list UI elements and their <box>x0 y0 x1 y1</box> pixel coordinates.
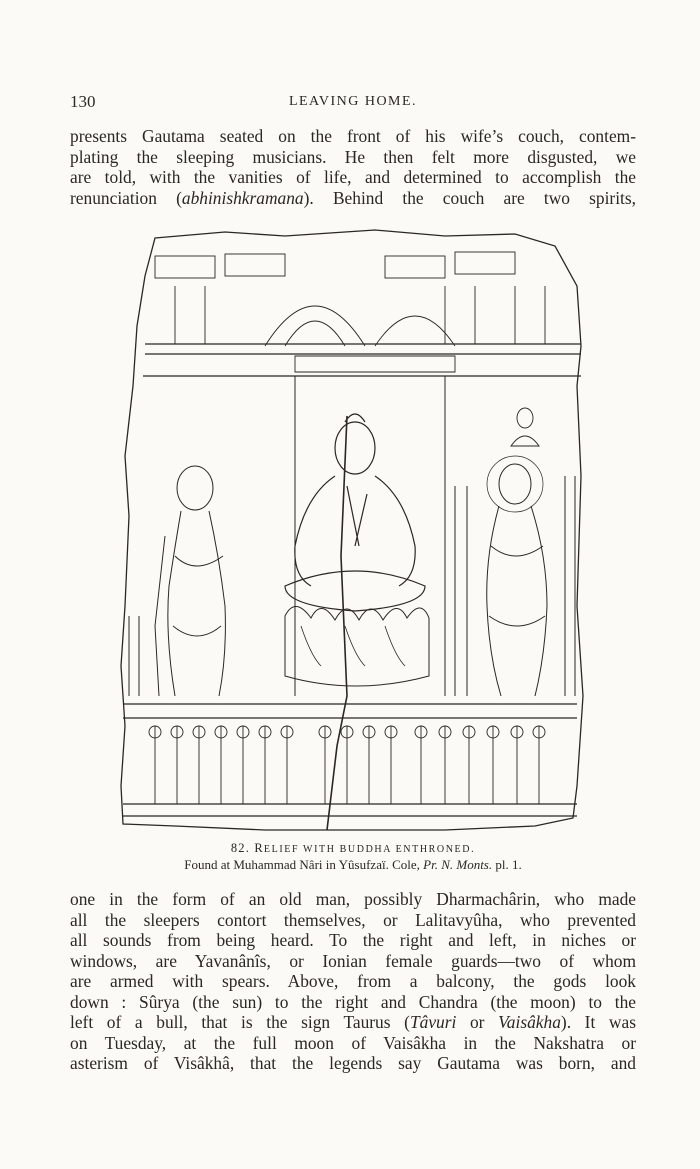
text-line: one in the form of an old man, possibly Dharmachârin, who made <box>70 889 636 909</box>
paragraph-top <box>70 126 636 208</box>
paragraph-bottom <box>70 889 636 1074</box>
text-run: ). Behind the couch are two spirits, <box>303 187 636 208</box>
right-figure <box>487 456 547 696</box>
base-frieze-border <box>123 704 577 816</box>
italic-term: Vaisâkha <box>498 1012 561 1032</box>
italic-term: Tâvuri <box>409 1012 457 1032</box>
text-run: left of a bull, that is the sign Taurus ( <box>70 1012 410 1032</box>
text-line <box>70 188 636 209</box>
source-text: Found at Muhammad Nâri in Yûsufzaï. Cole, <box>184 857 424 872</box>
upper-balcony <box>143 344 581 376</box>
text-line: are told, with the vanities of life, and determined to accomplish the <box>70 167 636 187</box>
seated-buddha <box>285 414 429 686</box>
left-figure <box>155 466 225 696</box>
text-line: are armed with spears. Above, from a balcony, the gods look <box>70 971 636 991</box>
running-title: LEAVING HOME. <box>288 94 418 109</box>
small-seated-figure <box>511 408 539 446</box>
text-line: presents Gautama seated on the front of his wife’s couch, contem- <box>70 126 636 146</box>
relief-illustration <box>115 226 585 838</box>
source-italic: Pr. N. Monts. <box>423 857 493 872</box>
caption-title: ELIEF WITH BUDDHA ENTHRONED. <box>263 844 476 855</box>
text-line: down : Sûrya (the sun) to the right and Chandra (the moon) to the <box>70 991 636 1012</box>
central-niche <box>295 376 445 696</box>
italic-term: abhinishkramana <box>181 187 304 208</box>
caption-initial: R <box>254 841 264 855</box>
text-line <box>70 1012 636 1033</box>
text-line: plating the sleeping musicians. He then felt more disgusted, we <box>70 146 636 167</box>
page-number: 130 <box>70 92 96 111</box>
text-run: ). It was <box>560 1012 636 1032</box>
figure-source <box>70 857 636 873</box>
text-line: all the sleepers contort themselves, or Lalitavyûha, who prevented <box>70 909 636 930</box>
text-line: asterism of Visâkhâ, that the legends say Gautama was born, and <box>70 1053 636 1073</box>
figure-caption <box>70 841 636 856</box>
text-run: renunciation ( <box>70 187 182 208</box>
figure-number: 82. <box>230 841 251 855</box>
lotus-throne <box>285 606 429 686</box>
text-line: all sounds from being heard. To the right and left, in niches or <box>70 930 636 950</box>
text-line: windows, are Yavanânîs, or Ionian female guards—two of whom <box>70 950 636 971</box>
relief-outline <box>121 230 583 830</box>
source-text: pl. 1. <box>492 857 522 872</box>
relief-crack <box>327 416 347 830</box>
running-head <box>70 92 636 112</box>
text-run: or <box>456 1012 499 1032</box>
text-line: on Tuesday, at the full moon of Vaisâkha in the Nakshatra or <box>70 1032 636 1053</box>
frieze-figures <box>149 726 545 804</box>
